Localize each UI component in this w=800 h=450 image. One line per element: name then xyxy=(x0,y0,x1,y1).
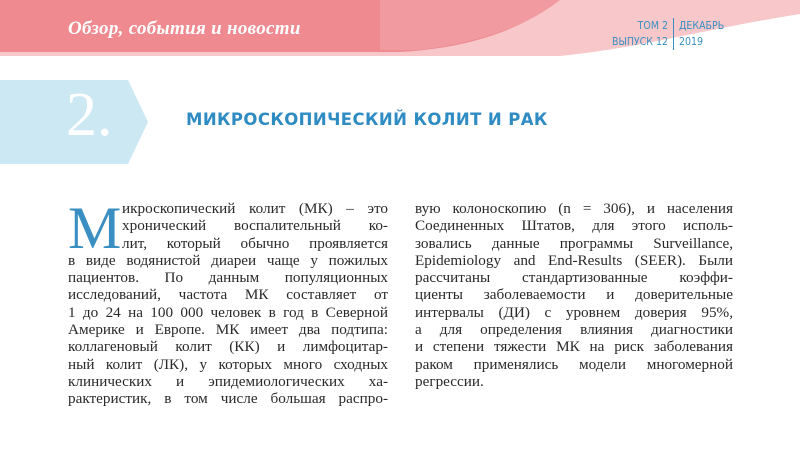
text-line: ный колит (ЛК), у которых много сходных xyxy=(68,355,388,373)
text-line: а для определения влияния диагностики xyxy=(415,321,733,339)
text-line: интервалы (ДИ) с уровнем доверия 95%, xyxy=(415,303,733,321)
text-line: вую колоноскопию (n = 306), и населения xyxy=(415,200,733,217)
issue-label: ВЫПУСК 12 xyxy=(612,36,669,48)
text-line: Epidemiology and End-Results (SEER). Были xyxy=(415,251,733,269)
article-left-column xyxy=(68,195,388,408)
text-line: пациентов. По данным популяционных xyxy=(68,269,388,287)
issue-divider xyxy=(673,18,674,50)
month-label: ДЕКАБРЬ xyxy=(679,20,725,32)
text-line: Америке и Европе. МК имеет два подтипа: xyxy=(68,321,388,339)
section-title: Обзор, события и новости xyxy=(68,18,301,39)
text-line: регрессии. xyxy=(415,372,484,390)
text-line: раком применялись модели многомерной xyxy=(415,355,733,373)
header-band xyxy=(0,0,800,62)
text-line: зовались данные программы Surveillance, xyxy=(415,234,733,252)
chapter-title: МИКРОСКОПИЧЕСКИЙ КОЛИТ И РАК xyxy=(186,110,548,129)
issue-info xyxy=(612,18,724,50)
text-line: хронический воспалительный ко- xyxy=(122,217,388,235)
text-line: исследований, частота МК составляет от xyxy=(68,286,388,304)
text-line: икроскопический колит (МК) – это xyxy=(122,200,388,217)
text-line: и степени тяжести МК на риск заболевания xyxy=(415,338,733,356)
text-line: циенты заболеваемости и доверительные xyxy=(415,286,733,304)
text-line: рактеристик, в том числе большая распро- xyxy=(68,390,388,408)
text-line: 1 до 24 на 100 000 человек в год в Северной xyxy=(68,303,388,321)
text-line: в виде водянистой диареи чаще у пожилых xyxy=(68,251,388,269)
text-line: Соединенных Штатов, для этого исполь- xyxy=(415,217,733,235)
drop-cap: М xyxy=(68,195,122,261)
article-right-column xyxy=(415,200,733,390)
volume-label: ТОМ 2 xyxy=(637,20,669,32)
text-line: лит, который обычно проявляется xyxy=(122,234,388,252)
chapter-number: 2. xyxy=(66,81,113,149)
year-label: 2019 xyxy=(679,36,704,48)
text-line: коллагеновый колит (КК) и лимфоцитар- xyxy=(68,338,388,356)
text-line: рассчитаны стандартизованные коэффи- xyxy=(415,269,733,287)
text-line: клинических и эпидемиологических ха- xyxy=(68,372,388,390)
